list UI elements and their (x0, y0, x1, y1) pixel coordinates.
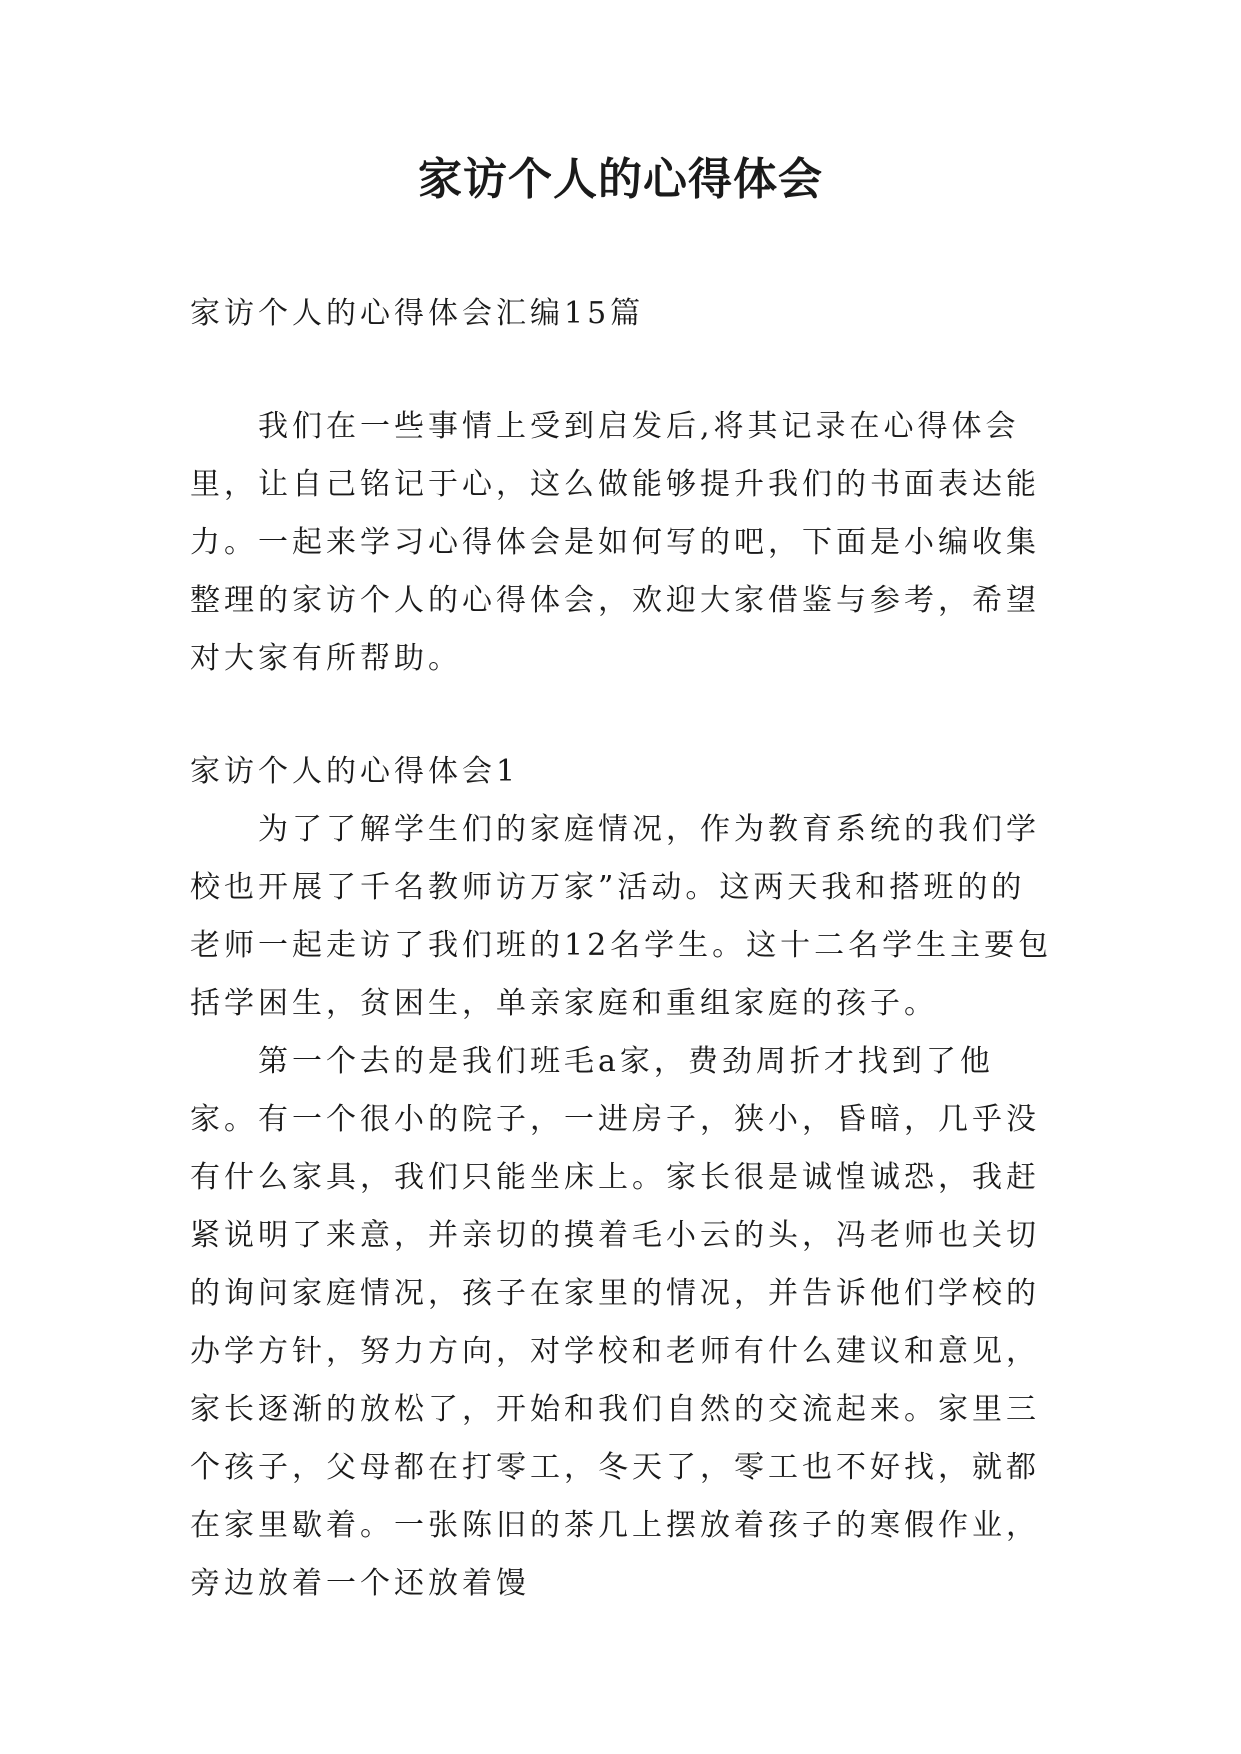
document-title: 家访个人的心得体会 (418, 154, 823, 205)
section-heading: 家访个人的心得体会1 (190, 754, 520, 789)
body-paragraph: 为了了解学生们的家庭情况，作为教育系统的我们学校也开展了千名教师访万家”活动。这两天我和搭班的的老师一起走访了我们班的12名学生。这十二名学生主要包括学困生，贫困生，单亲家庭和重组家庭的孩子。 (190, 812, 1053, 1021)
body-paragraph: 第一个去的是我们班毛a家，费劲周折才找到了他家。有一个很小的院子，一进房子，狭小，昏暗，几乎没有什么家具，我们只能坐床上。家长很是诚惶诚恐，我赶紧说明了来意，并亲切的摸着毛小云的头，冯老师也关切的询问家庭情况，孩子在家里的情况，并告诉他们学校的办学方针，努力方向，对学校和老师有什么建议和意见，家长逐渐的放松了，开始和我们自然的交流起来。家里三个孩子，父母都在打零工，冬天了，零工也不好找，就都在家里歇着。一张陈旧的茶几上摆放着孩子的寒假作业，旁边放着一个还放着馒 (190, 1044, 1040, 1601)
document-subtitle: 家访个人的心得体会汇编15篇 (190, 296, 645, 331)
intro-paragraph: 我们在一些事情上受到启发后,将其记录在心得体会里，让自己铭记于心，这么做能够提升我们的书面表达能力。一起来学习心得体会是如何写的吧，下面是小编收集整理的家访个人的心得体会，欢迎大家借鉴与参考，希望对大家有所帮助。 (190, 409, 1040, 676)
document-body (190, 285, 1056, 1613)
